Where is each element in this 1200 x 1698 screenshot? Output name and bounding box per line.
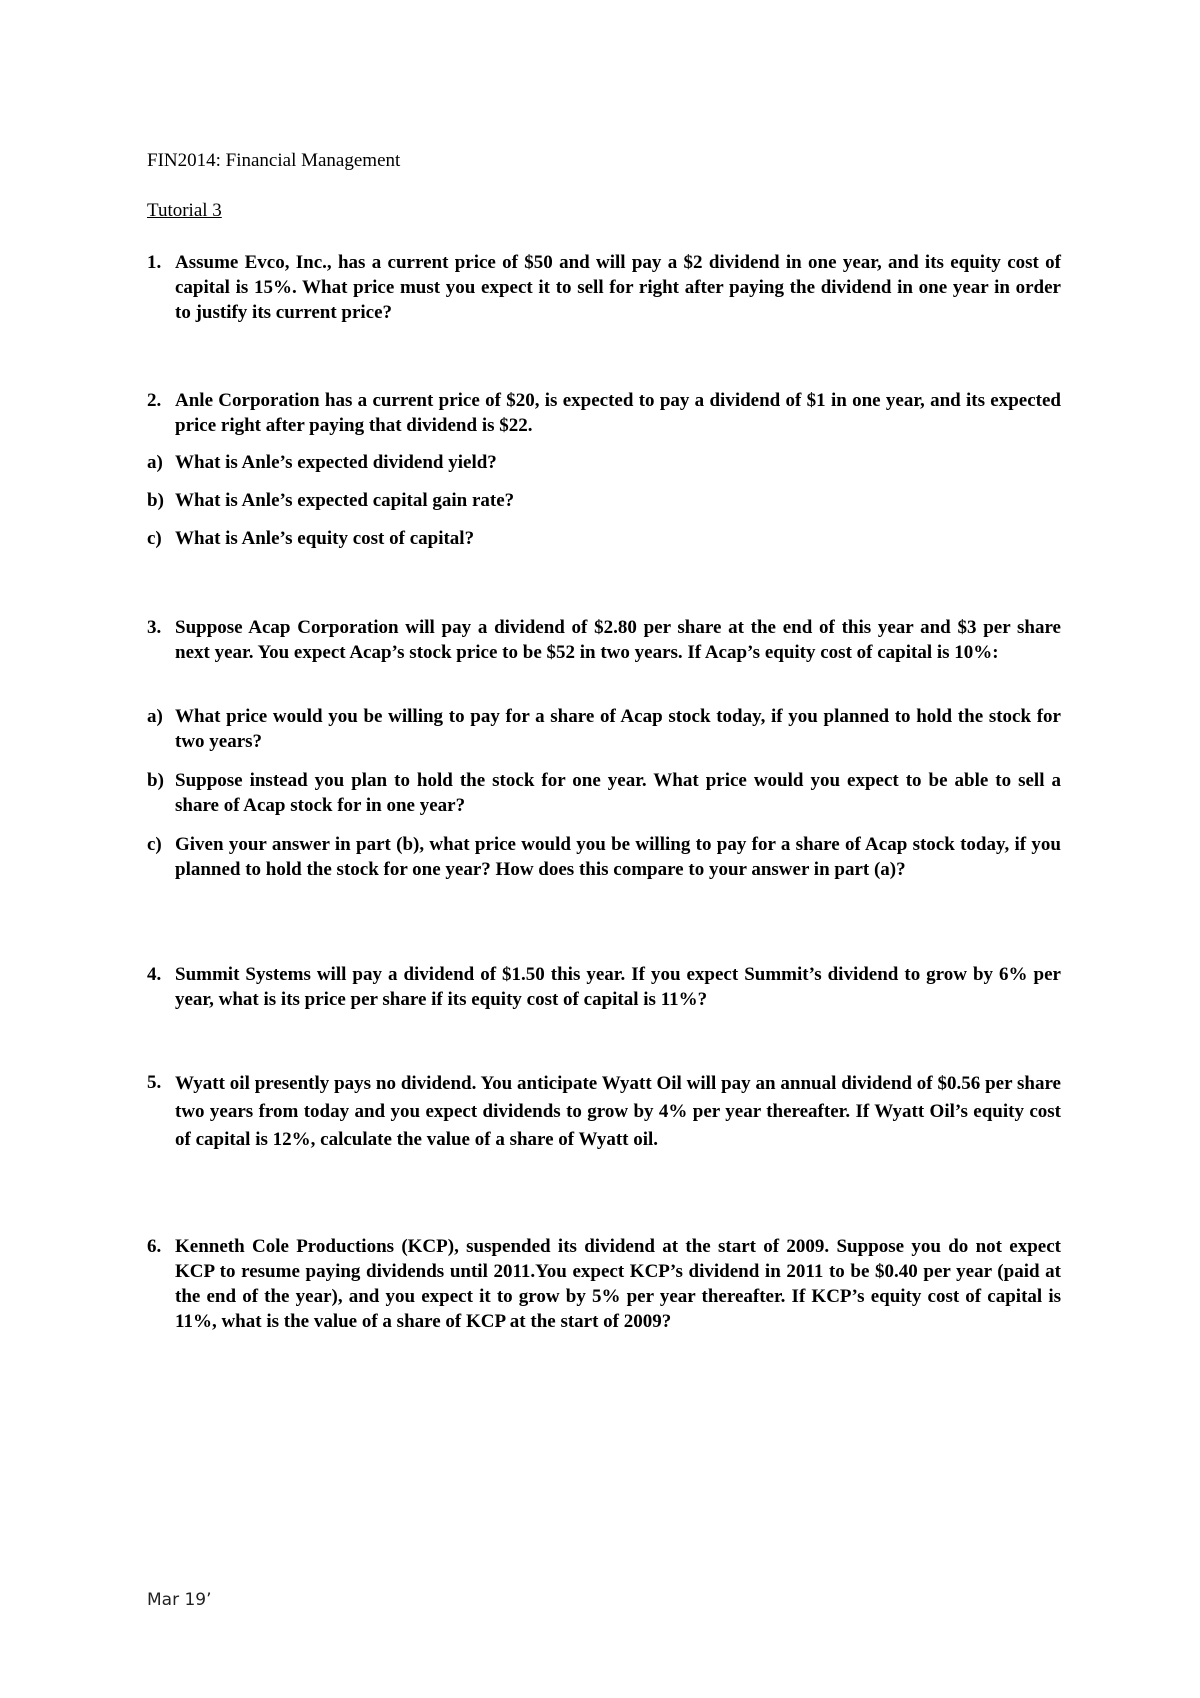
question-number: 2. (147, 390, 162, 411)
question-number: 3. (147, 617, 162, 638)
question-3 (147, 615, 1061, 665)
question-5 (147, 1070, 1061, 1154)
footer-date: Mar 19’ (147, 1590, 212, 1610)
question-6 (147, 1234, 1061, 1334)
question-1 (147, 250, 1061, 325)
part-text: Suppose instead you plan to hold the stock for one year. What price would you expect to be able to sell a share of Acap stock for in one year? (175, 770, 1061, 816)
part-text: Given your answer in part (b), what price would you be willing to pay for a share of Acap stock today, if you planned to hold the stock for one year? How does this compare to your answer in part (a)? (175, 834, 1061, 880)
question-text: Wyatt oil presently pays no dividend. You anticipate Wyatt Oil will pay an annual dividend of $0.56 per share two years from today and you expect dividends to grow by 4% per year thereafter. If Wyatt Oil’s equity cost of capital is 12%, calculate the value of a share of Wyatt oil. (175, 1073, 1061, 1150)
course-title: FIN2014: Financial Management (147, 150, 401, 171)
part-label: c) (147, 834, 162, 855)
question-text: Anle Corporation has a current price of $20, is expected to pay a dividend of $1 in one year, and its expected price right after paying that dividend is $22. (175, 390, 1061, 436)
part-text: What is Anle’s expected dividend yield? (175, 452, 497, 473)
part-text: What is Anle’s expected capital gain rate? (175, 490, 515, 511)
question-number: 5. (147, 1072, 162, 1093)
question-number: 4. (147, 964, 162, 985)
question-text: Assume Evco, Inc., has a current price of $50 and will pay a $2 dividend in one year, and its equity cost of capital is 15%. What price must you expect it to sell for right after paying the dividend in one year in order to justify its current price? (175, 252, 1061, 323)
part-label: a) (147, 706, 163, 727)
question-2-part-c (147, 526, 1061, 551)
question-text: Kenneth Cole Productions (KCP), suspended its dividend at the start of 2009. Suppose you do not expect KCP to resume paying dividends until 2011.You expect KCP’s dividend in 2011 to be $0.40 per year (paid at the end of the year), and you expect it to grow by 5% per year thereafter. If KCP’s equity cost of capital is 11%, what is the value of a share of KCP at the start of 2009? (175, 1236, 1061, 1332)
part-text: What price would you be willing to pay for a share of Acap stock today, if you planned to hold the stock for two years? (175, 706, 1061, 752)
question-text: Summit Systems will pay a dividend of $1.50 this year. If you expect Summit’s dividend to grow by 6% per year, what is its price per share if its equity cost of capital is 11%? (175, 964, 1061, 1010)
question-number: 1. (147, 252, 162, 273)
question-3-part-b (147, 768, 1061, 818)
part-label: b) (147, 490, 164, 511)
question-3-part-a (147, 704, 1061, 754)
part-label: c) (147, 528, 162, 549)
part-label: a) (147, 452, 163, 473)
part-text: What is Anle’s equity cost of capital? (175, 528, 475, 549)
question-2-part-a (147, 450, 1061, 475)
question-2-part-b (147, 488, 1061, 513)
part-label: b) (147, 770, 164, 791)
question-number: 6. (147, 1236, 162, 1257)
question-2 (147, 388, 1061, 438)
tutorial-title: Tutorial 3 (147, 200, 222, 221)
question-text: Suppose Acap Corporation will pay a dividend of $2.80 per share at the end of this year and $3 per share next year. You expect Acap’s stock price to be $52 in two years. If Acap’s equity cost of capital is 10%: (175, 617, 1061, 663)
question-3-part-c (147, 832, 1061, 882)
question-4 (147, 962, 1061, 1012)
